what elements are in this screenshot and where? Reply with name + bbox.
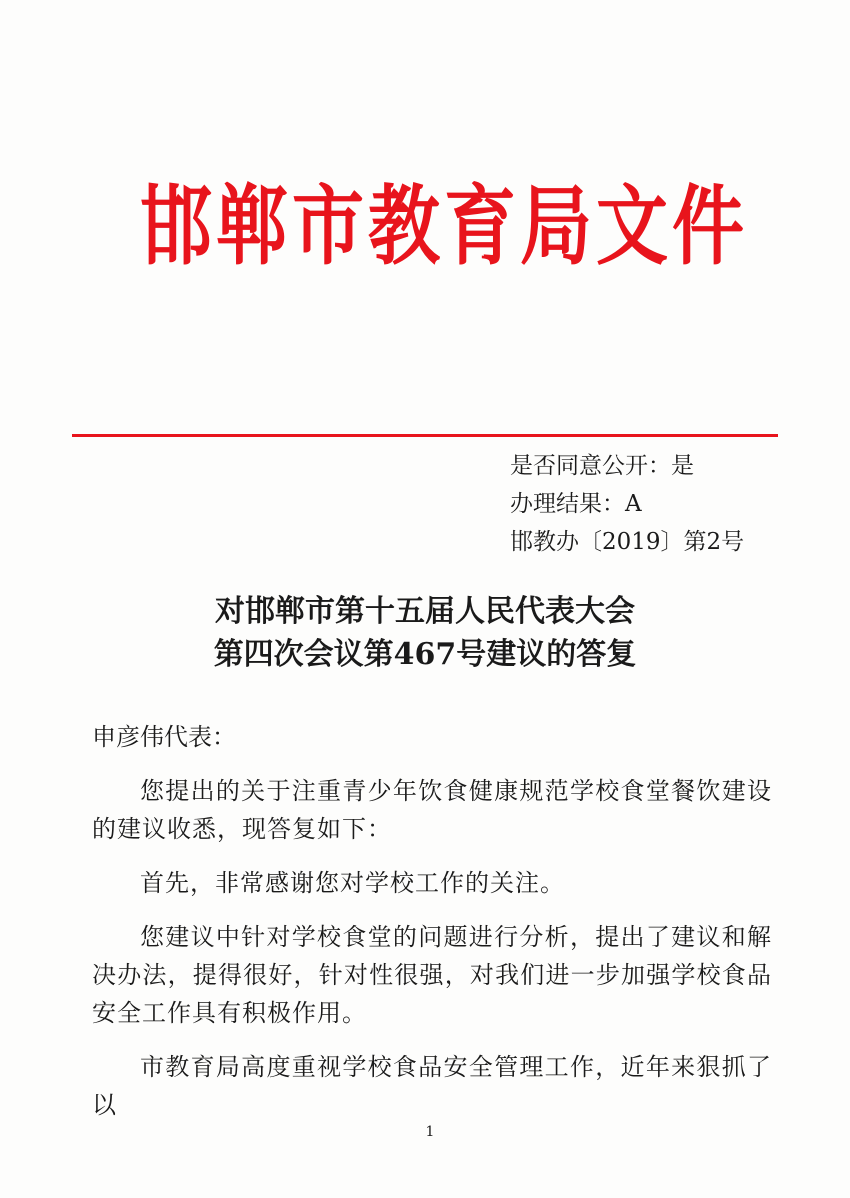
body-paragraph: 您建议中针对学校食堂的问题进行分析，提出了建议和解决办法，提得很好，针对性很强，对我们进一步加强学校食品安全工作具有积极作用。 — [92, 923, 772, 1027]
document-masthead: 邯郸市教育局文件 — [140, 174, 749, 277]
reply-title-line-2: 第四次会议第467号建议的答复 — [213, 637, 637, 672]
body-paragraph: 您提出的关于注重青少年饮食健康规范学校食堂餐饮建设的建议收悉，现答复如下： — [92, 777, 772, 843]
page-number: 1 — [425, 1124, 435, 1140]
document-body — [92, 718, 772, 1140]
body-paragraph: 市教育局高度重视学校食品安全管理工作，近年来狠抓了以 — [92, 1053, 772, 1119]
handling-result: 办理结果：A — [510, 491, 642, 517]
red-separator-line — [72, 434, 778, 437]
reply-title — [90, 590, 760, 676]
salutation: 申彦伟代表： — [92, 723, 236, 751]
document-metadata — [510, 447, 810, 561]
reply-title-line-1: 对邯郸市第十五届人民代表大会 — [215, 594, 635, 629]
disclosure-status: 是否同意公开：是 — [510, 453, 694, 479]
document-number: 邯教办〔2019〕第2号 — [510, 529, 745, 555]
body-paragraph: 首先，非常感谢您对学校工作的关注。 — [140, 869, 565, 897]
